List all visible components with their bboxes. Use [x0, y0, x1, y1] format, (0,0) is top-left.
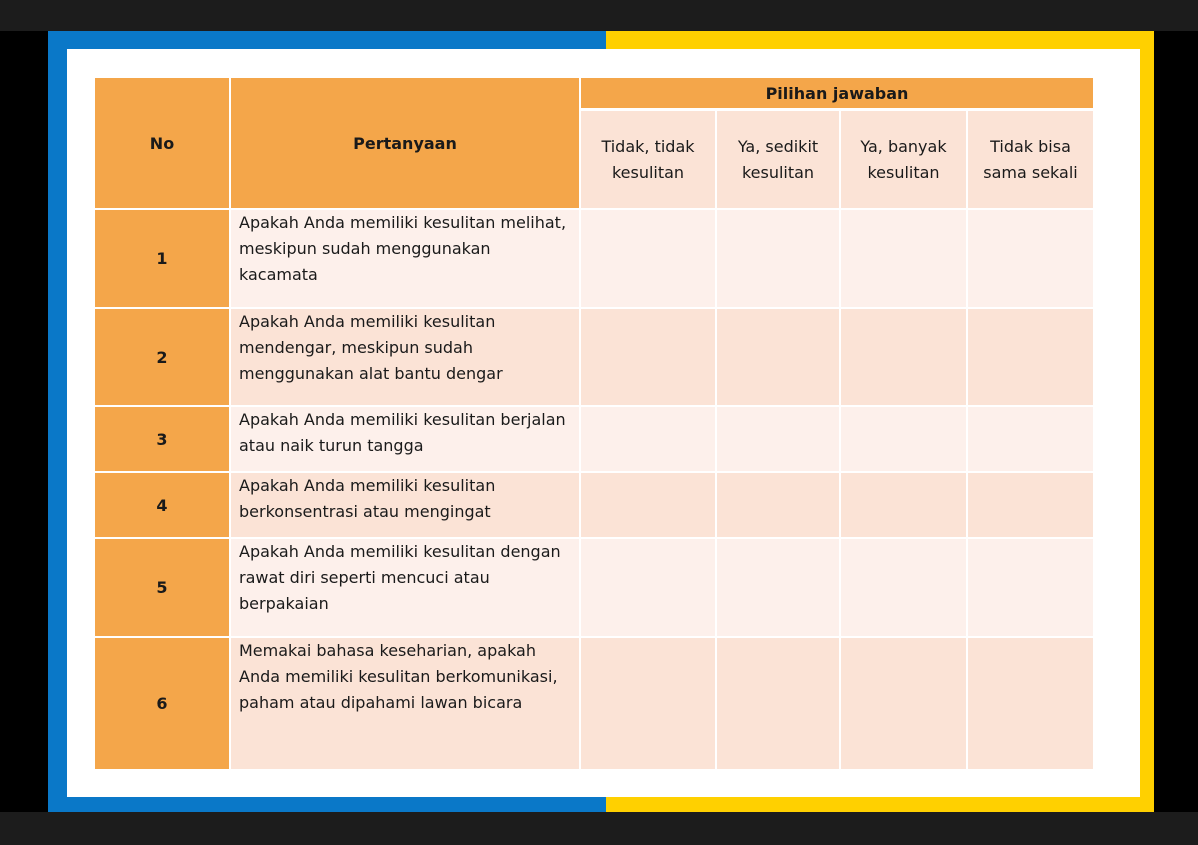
bottom-letterbox	[0, 812, 1198, 845]
answer-cell[interactable]	[581, 309, 715, 405]
answer-cell[interactable]	[717, 210, 839, 307]
row-number: 2	[95, 309, 229, 405]
answer-cell[interactable]	[968, 638, 1093, 769]
answer-cell[interactable]	[581, 638, 715, 769]
answer-cell[interactable]	[841, 473, 966, 537]
answer-cell[interactable]	[841, 638, 966, 769]
question-text: Apakah Anda memiliki kesulitan berjalan atau naik turun tangga	[231, 407, 579, 471]
answer-cell[interactable]	[717, 539, 839, 636]
answer-cell[interactable]	[581, 473, 715, 537]
answer-cell[interactable]	[717, 407, 839, 471]
answer-cell[interactable]	[581, 539, 715, 636]
header-answer-group: Pilihan jawaban	[581, 78, 1093, 108]
header-question: Pertanyaan	[231, 78, 579, 208]
answer-cell[interactable]	[968, 407, 1093, 471]
question-text: Apakah Anda memiliki kesulitan mendengar, meskipun sudah menggunakan alat bantu dengar	[231, 309, 579, 405]
header-option-2: Ya, sedikit kesulitan	[717, 111, 839, 208]
answer-cell[interactable]	[841, 309, 966, 405]
question-text: Apakah Anda memiliki kesulitan melihat, meskipun sudah menggunakan kacamata	[231, 210, 579, 307]
row-number: 5	[95, 539, 229, 636]
answer-cell[interactable]	[717, 473, 839, 537]
question-text: Apakah Anda memiliki kesulitan berkonsentrasi atau mengingat	[231, 473, 579, 537]
answer-cell[interactable]	[581, 210, 715, 307]
question-text: Memakai bahasa keseharian, apakah Anda memiliki kesulitan berkomunikasi, paham atau dipahami lawan bicara	[231, 638, 579, 769]
answer-cell[interactable]	[968, 210, 1093, 307]
answer-cell[interactable]	[968, 309, 1093, 405]
top-letterbox	[0, 0, 1198, 31]
row-number: 3	[95, 407, 229, 471]
answer-cell[interactable]	[717, 309, 839, 405]
row-number: 4	[95, 473, 229, 537]
answer-cell[interactable]	[717, 638, 839, 769]
answer-cell[interactable]	[841, 407, 966, 471]
answer-cell[interactable]	[841, 539, 966, 636]
header-option-4: Tidak bisa sama sekali	[968, 111, 1093, 208]
row-number: 1	[95, 210, 229, 307]
answer-cell[interactable]	[581, 407, 715, 471]
header-option-3: Ya, banyak kesulitan	[841, 111, 966, 208]
header-option-1: Tidak, tidak kesulitan	[581, 111, 715, 208]
row-number: 6	[95, 638, 229, 769]
answer-cell[interactable]	[968, 539, 1093, 636]
answer-cell[interactable]	[841, 210, 966, 307]
question-text: Apakah Anda memiliki kesulitan dengan rawat diri seperti mencuci atau berpakaian	[231, 539, 579, 636]
header-no: No	[95, 78, 229, 208]
answer-cell[interactable]	[968, 473, 1093, 537]
